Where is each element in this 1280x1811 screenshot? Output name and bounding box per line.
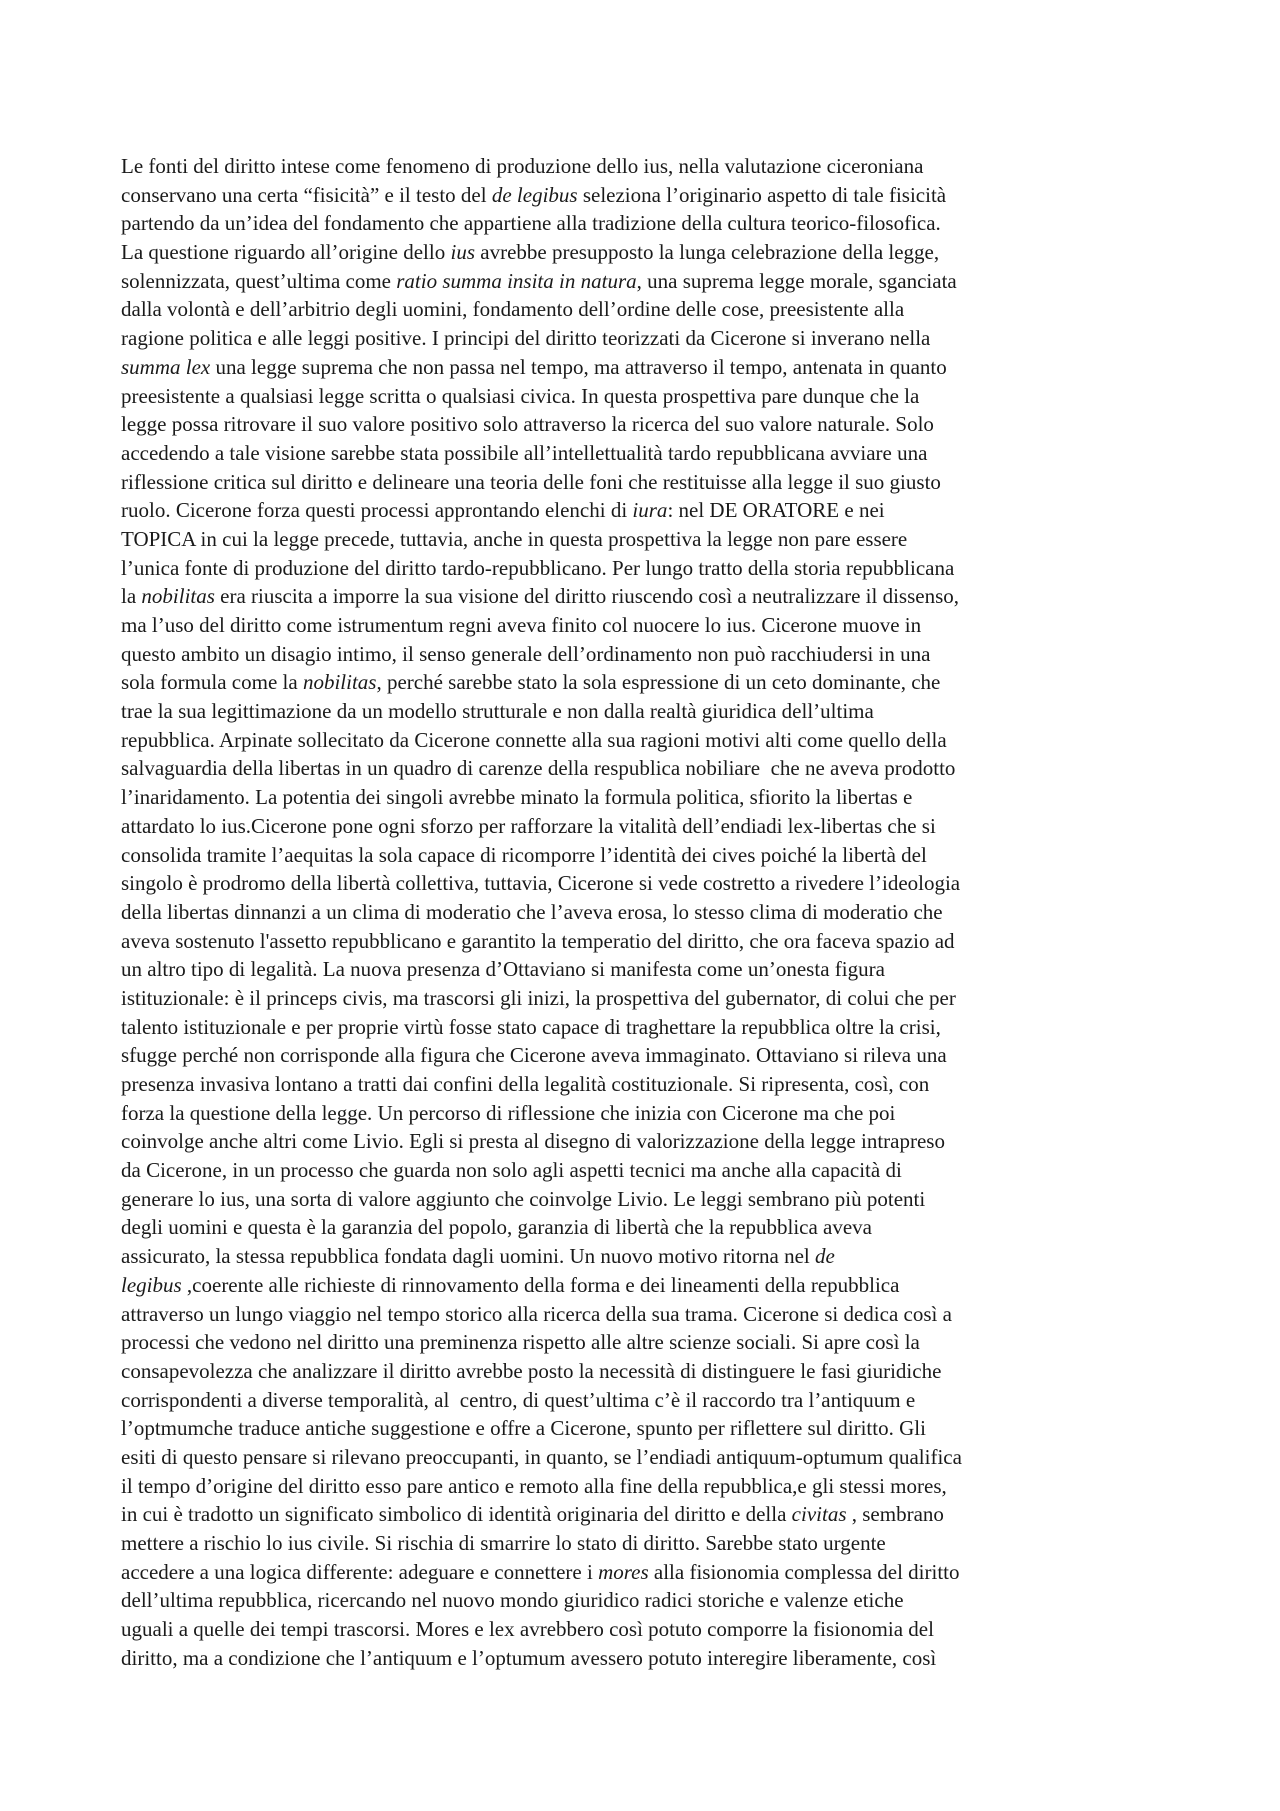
text-line [121, 668, 1161, 697]
text-segment: , perché sarebbe stato la sola espressione di un ceto dominante, che [376, 670, 941, 695]
text-segment: consolida tramite l’aequitas la sola capace di ricomporre l’identità dei cives poiché la libertà del [121, 842, 927, 867]
italic-text-segment: civitas [791, 1502, 847, 1527]
text-segment: TOPICA in cui la legge precede, tuttavia, anche in questa prospettiva la legge non pare essere [121, 526, 908, 551]
text-line [121, 152, 1161, 181]
text-line [121, 640, 1161, 669]
text-segment: questo ambito un disagio intimo, il senso generale dell’ordinamento non può racchiudersi in una [121, 641, 931, 666]
text-segment: forza la questione della legge. Un percorso di riflessione che inizia con Cicerone ma che poi [121, 1100, 896, 1125]
text-segment: mettere a rischio lo ius civile. Si rischia di smarrire lo stato di diritto. Sarebbe stato urgente [121, 1531, 886, 1555]
text-segment: attraverso un lungo viaggio nel tempo storico alla ricerca della sua trama. Cicerone si dedica così a [121, 1301, 952, 1326]
text-line [121, 238, 1161, 267]
text-line [121, 697, 1161, 726]
text-segment: sfugge perché non corrisponde alla figura che Cicerone aveva immaginato. Ottaviano si rileva una [121, 1043, 947, 1068]
text-segment: dell’ultima repubblica, ricercando nel nuovo mondo giuridico radici storiche e valenze etiche [121, 1588, 904, 1613]
text-line [121, 1586, 1161, 1615]
text-segment: solennizzata, quest’ultima come [121, 268, 397, 293]
text-segment: La questione riguardo all’origine dello [121, 240, 451, 265]
text-segment: conservano una certa “fisicità” e il testo del [121, 182, 492, 207]
text-segment: un altro tipo di legalità. La nuova presenza d’Ottaviano si manifesta come un’onesta figura [121, 957, 885, 982]
text-line [121, 1443, 1161, 1472]
text-segment: partendo da un’idea del fondamento che appartiene alla tradizione della cultura teorico-filosofica. [121, 211, 941, 236]
text-line [121, 1529, 1161, 1558]
text-segment: era riuscita a imporre la sua visione del diritto riuscendo così a neutralizzare il dissenso, [214, 584, 960, 609]
text-line [121, 353, 1161, 382]
text-line [121, 1271, 1161, 1300]
text-line [121, 1357, 1161, 1386]
text-line [121, 812, 1161, 841]
text-line [121, 468, 1161, 497]
text-line [121, 181, 1161, 210]
text-segment: ,coerente alle richieste di rinnovamento della forma e dei lineamenti della repubblica [181, 1272, 900, 1297]
text-segment: sola formula come la [121, 670, 303, 695]
text-segment: salvaguardia della libertas in un quadro di carenze della respublica nobiliare che ne aveva prodotto [121, 756, 956, 781]
text-line [121, 1213, 1161, 1242]
italic-text-segment: de legibus [491, 182, 578, 207]
text-segment: presenza invasiva lontano a tratti dai confini della legalità costituzionale. Si ripresenta, così, con [121, 1072, 930, 1096]
text-segment: singolo è prodromo della libertà collettiva, tuttavia, Cicerone si vede costretto a rivedere l’ideologia [121, 871, 961, 896]
text-segment: degli uomini e questa è la garanzia del popolo, garanzia di libertà che la repubblica aveva [121, 1215, 873, 1240]
text-line [121, 898, 1161, 927]
text-line [121, 410, 1161, 439]
text-line [121, 754, 1161, 783]
text-segment: dalla volontà e dell’arbitrio degli uomini, fondamento dell’ordine delle cose, preesistente alla [121, 297, 905, 322]
text-line [121, 1300, 1161, 1329]
text-line [121, 1156, 1161, 1185]
text-segment: ma l’uso del diritto come istrumentum regni aveva finito col nuocere lo ius. Cicerone muove in [121, 613, 922, 637]
text-line [121, 1414, 1161, 1443]
italic-text-segment: de [815, 1244, 835, 1269]
body-text [121, 152, 1161, 1672]
text-segment: diritto, ma a condizione che l’antiquum e l’optumum avessero potuto interegire liberamente, così [121, 1645, 937, 1670]
text-segment: alla fisionomia complessa del diritto [648, 1559, 960, 1584]
text-segment: generare lo ius, una sorta di valore aggiunto che coinvolge Livio. Le leggi sembrano più potenti [121, 1186, 926, 1211]
text-line [121, 1127, 1161, 1156]
text-segment: avrebbe presupposto la lunga celebrazione della legge, [475, 240, 940, 265]
text-line [121, 1386, 1161, 1415]
text-segment: ruolo. Cicerone forza questi processi approntando elenchi di [121, 498, 633, 523]
text-segment: esiti di questo pensare si rilevano preoccupanti, in quanto, se l’endiadi antiquum-optumum qualifica [121, 1444, 962, 1469]
italic-text-segment: mores [598, 1559, 649, 1584]
text-segment: istituzionale: è il princeps civis, ma trascorsi gli inizi, la prospettiva del gubernator, di colui che per [121, 985, 956, 1010]
text-segment: uguali a quelle dei tempi trascorsi. Mores e lex avrebbero così potuto comporre la fisionomia del [121, 1617, 934, 1642]
italic-text-segment: summa lex [121, 354, 211, 379]
text-line [121, 554, 1161, 583]
text-segment: , sembrano [846, 1502, 944, 1527]
text-line [121, 209, 1161, 238]
text-line [121, 1472, 1161, 1501]
text-segment: seleziona l’originario aspetto di tale fisicità [577, 182, 947, 207]
text-segment: preesistente a qualsiasi legge scritta o qualsiasi civica. In questa prospettiva pare dunque che la [121, 383, 920, 408]
text-segment: l’optmumche traduce antiche suggestione e offre a Cicerone, spunto per riflettere sul diritto. Gli [121, 1416, 926, 1441]
italic-text-segment: nobilitas [141, 584, 215, 609]
text-line [121, 841, 1161, 870]
text-segment: riflessione critica sul diritto e delineare una teoria delle foni che restituisse alla legge il suo giusto [121, 469, 941, 494]
text-segment: : nel DE ORATORE e nei [667, 498, 885, 523]
italic-text-segment: nobilitas [302, 670, 377, 695]
text-segment: il tempo d’origine del diritto esso pare antico e remoto alla fine della repubblica,e gli stessi mores, [121, 1473, 947, 1498]
text-segment: l’inaridamento. La potentia dei singoli avrebbe minato la formula politica, sfiorito la libertas e [121, 785, 913, 810]
text-segment: aveva sostenuto l'assetto repubblicano e garantito la temperatio del diritto, che ora faceva spazio ad [121, 928, 955, 953]
text-line [121, 1099, 1161, 1128]
text-segment: repubblica. Arpinate sollecitato da Cicerone connette alla sua ragioni motivi alti come quello della [121, 727, 947, 752]
text-segment: l’unica fonte di produzione del diritto tardo-repubblicano. Per lungo tratto della storia repubblicana [121, 555, 955, 580]
text-segment: , una suprema legge morale, sganciata [636, 268, 957, 293]
text-segment: talento istituzionale e per proprie virtù fosse stato capace di traghettare la repubblica oltre la crisi, [121, 1014, 941, 1039]
text-line [121, 726, 1161, 755]
text-line [121, 1328, 1161, 1357]
text-segment: corrispondenti a diverse temporalità, al centro, di quest’ultima c’è il raccordo tra l’antiquum e [121, 1387, 916, 1412]
text-segment: accedere a una logica differente: adeguare e connettere i [121, 1559, 599, 1584]
text-segment: una legge suprema che non passa nel tempo, ma attraverso il tempo, antenata in quanto [210, 354, 947, 379]
text-segment: accedendo a tale visione sarebbe stata possibile all’intellettualità tardo repubblicana avviare una [121, 440, 928, 465]
text-line [121, 1070, 1161, 1099]
text-line [121, 496, 1161, 525]
text-line [121, 611, 1161, 640]
text-line [121, 582, 1161, 611]
text-line [121, 1558, 1161, 1587]
text-line [121, 1013, 1161, 1042]
text-line [121, 1500, 1161, 1529]
text-line [121, 955, 1161, 984]
text-line [121, 295, 1161, 324]
italic-text-segment: ratio summa insita in natura [396, 268, 637, 293]
text-line [121, 927, 1161, 956]
text-segment: ragione politica e alle leggi positive. I principi del diritto teorizzati da Cicerone si inverano nella [121, 326, 931, 351]
text-segment: consapevolezza che analizzare il diritto avrebbe posto la necessità di distinguere le fasi giuridiche [121, 1358, 942, 1383]
text-segment: legge possa ritrovare il suo valore positivo solo attraverso la ricerca del suo valore naturale. Solo [121, 412, 934, 437]
text-segment: da Cicerone, in un processo che guarda non solo agli aspetti tecnici ma anche alla capacità di [121, 1158, 902, 1183]
text-segment: in cui è tradotto un significato simbolico di identità originaria del diritto e della [121, 1502, 792, 1527]
text-line [121, 1644, 1161, 1673]
text-line [121, 783, 1161, 812]
italic-text-segment: ius [450, 240, 475, 265]
text-line [121, 525, 1161, 554]
text-line [121, 1185, 1161, 1214]
text-segment: assicurato, la stessa repubblica fondata dagli uomini. Un nuovo motivo ritorna nel [121, 1244, 816, 1269]
text-line [121, 869, 1161, 898]
text-segment: processi che vedono nel diritto una preminenza rispetto alle altre scienze sociali. Si apre così la [121, 1330, 920, 1355]
text-segment: attardato lo ius.Cicerone pone ogni sforzo per rafforzare la vitalità dell’endiadi lex-libertas che si [121, 813, 936, 838]
text-line [121, 324, 1161, 353]
text-line [121, 267, 1161, 296]
text-segment: Le fonti del diritto intese come fenomeno di produzione dello ius, nella valutazione ciceroniana [121, 154, 924, 178]
text-segment: coinvolge anche altri come Livio. Egli si presta al disegno di valorizzazione della legge intrapreso [121, 1129, 945, 1154]
text-segment: trae la sua legittimazione da un modello strutturale e non dalla realtà giuridica dell’ultima [121, 699, 874, 724]
text-segment: la [121, 584, 142, 609]
text-line [121, 1242, 1161, 1271]
italic-text-segment: legibus [121, 1272, 182, 1297]
text-line [121, 439, 1161, 468]
text-line [121, 984, 1161, 1013]
text-line [121, 1615, 1161, 1644]
text-line [121, 382, 1161, 411]
text-segment: della libertas dinnanzi a un clima di moderatio che l’aveva erosa, lo stesso clima di moderatio che [121, 899, 943, 924]
italic-text-segment: iura [632, 498, 668, 523]
text-line [121, 1041, 1161, 1070]
